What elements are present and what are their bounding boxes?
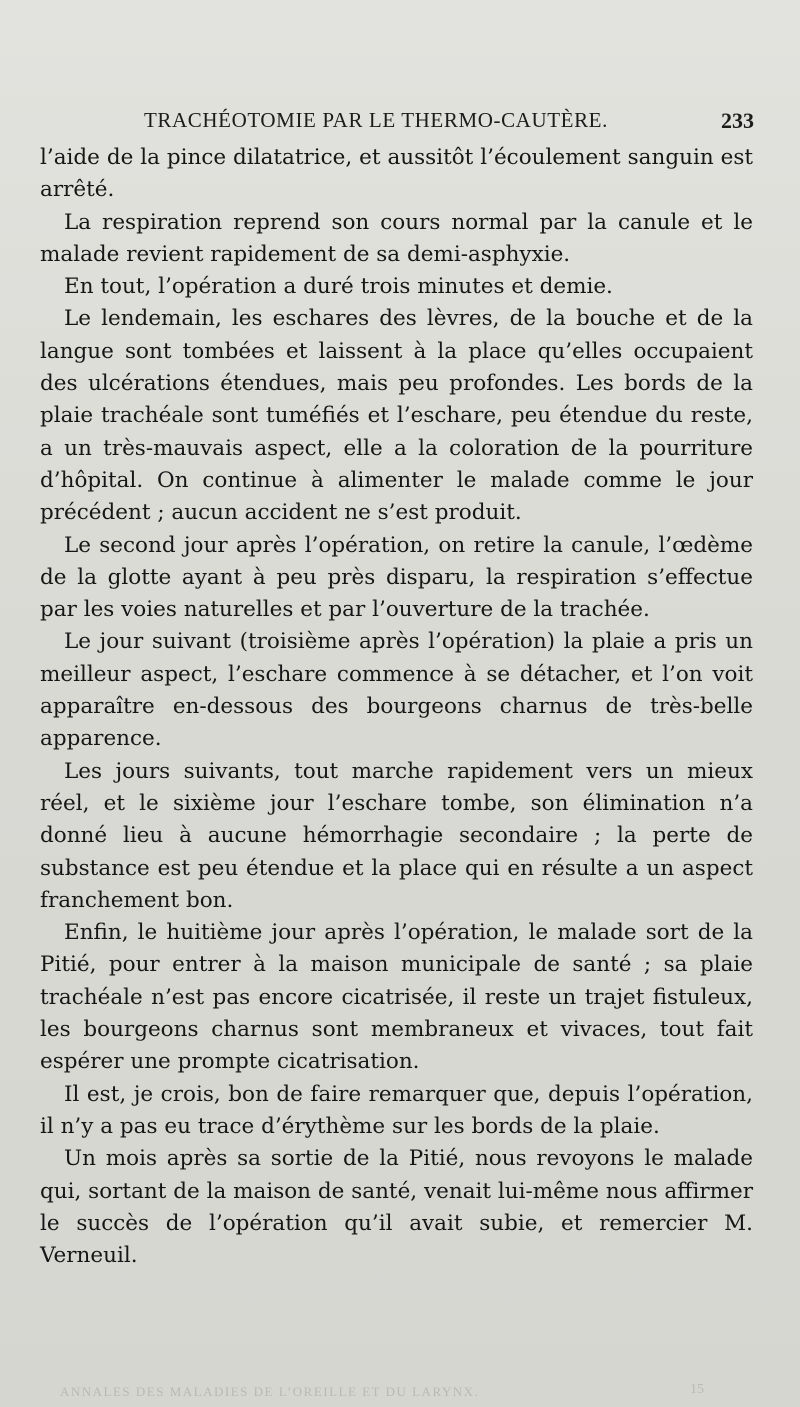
paragraph-3: En tout, l’opération a duré trois minutes et demie. [64,274,613,300]
paragraph-6: Le jour suivant (troisième après l’opération) la plaie a pris un meilleur aspect, l’eschare commence à se détacher, et l’on voit apparaître en-dessous des bourgeons charnus de très-belle apparence. [40,629,753,752]
body-text [40,142,753,1272]
running-title: TRACHÉOTOMIE PAR LE THERMO-CAUTÈRE. [144,108,608,132]
bleed-through-footer: ANNALES DES MALADIES DE L’OREILLE ET DU LARYNX. [60,1384,480,1399]
bleed-through-number: 15 [690,1382,704,1397]
page-header [40,108,760,138]
paragraph-2: La respiration reprend son cours normal par la canule et le malade revient rapidement de sa demi-asphyxie. [40,209,753,267]
paragraph-1: l’aide de la pince dilatatrice, et aussitôt l’écoulement sanguin est arrêté. [40,145,753,203]
paragraph-10: Un mois après sa sortie de la Pitié, nous revoyons le malade qui, sortant de la maison de santé, venait lui-même nous affirmer le succès de l’opération qu’il avait subie, et remercier M. Verneuil. [40,1146,753,1269]
paragraph-5: Le second jour après l’opération, on retire la canule, l’œdème de la glotte ayant à peu près disparu, la respiration s’effectue par les voies naturelles et par l’ouverture de la trachée. [40,532,753,623]
paragraph-7: Les jours suivants, tout marche rapidement vers un mieux réel, et le sixième jour l’eschare tombe, son élimination n’a donné lieu à aucune hémorrhagie secondaire ; la perte de substance est peu étendue et la place qui en résulte a un aspect franchement bon. [40,758,753,913]
paragraph-8: Enfin, le huitième jour après l’opération, le malade sort de la Pitié, pour entrer à la maison municipale de santé ; sa plaie trachéale n’est pas encore cicatrisée, il reste un trajet fistuleux, les bourgeons charnus sont membraneux et vivaces, tout fait espérer une prompte cicatrisation. [40,920,753,1075]
paragraph-9: Il est, je crois, bon de faire remarquer que, depuis l’opération, il n’y a pas eu trace d’érythème sur les bords de la plaie. [40,1081,753,1139]
page-number: 233 [721,108,754,133]
paragraph-4: Le lendemain, les eschares des lèvres, de la bouche et de la langue sont tombées et laissent à la place qu’elles occupaient des ulcérations étendues, mais peu profondes. Les bords de la plaie trachéale sont tuméfiés et l’eschare, peu étendue du reste, a un très-mauvais aspect, elle a la coloration de la pourriture d’hôpital. On continue à alimenter le malade comme le jour précédent ; aucun accident ne s’est produit. [40,306,753,526]
